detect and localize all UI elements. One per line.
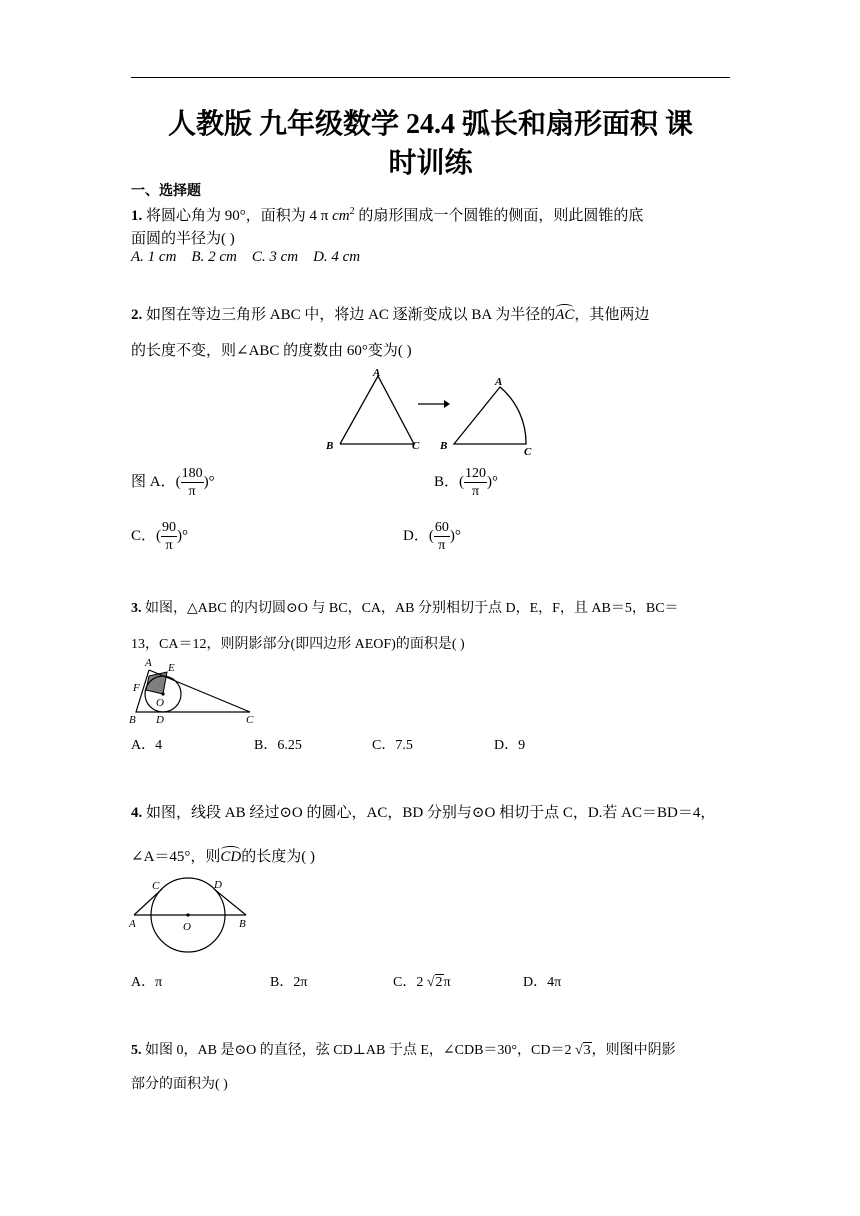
q2-arrow-head: [444, 400, 450, 408]
q2-option-c-num: 90: [162, 520, 177, 535]
q1-text-a: 将圆心角为 90°，面积为 4 π: [142, 208, 333, 224]
q3-label-o: O: [156, 697, 164, 709]
q4-number: 4.: [131, 805, 143, 821]
q4-tangent-ac: [134, 889, 162, 915]
q2-option-a-prefix: 图 A．(: [131, 473, 181, 490]
q2-option-d[interactable]: [403, 519, 461, 554]
q2-option-c-prefix: C．(: [131, 527, 162, 544]
q2-option-b-fraction: [464, 465, 487, 500]
q3-line2: 13，CA＝12，则阴影部分(即四边形 AEOF)的面积是( ): [131, 637, 465, 652]
q5-radicand: 3: [583, 1043, 591, 1058]
q2-text-a: 如图在等边三角形 ABC 中，将边 AC 逐渐变成以 BA 为半径的: [142, 307, 556, 323]
q2-option-c[interactable]: [131, 519, 188, 554]
q2-figure: [320, 365, 540, 457]
q2-text-b: ，其他两边: [574, 307, 650, 323]
q2-option-d-prefix: D．(: [403, 527, 434, 544]
q2-option-b-suffix: )°: [487, 473, 499, 490]
q4-option-a[interactable]: A．π: [131, 975, 163, 990]
q3-option-d[interactable]: D．9: [494, 738, 526, 753]
q4-option-c[interactable]: [393, 971, 451, 991]
q2-option-a-suffix: )°: [203, 473, 215, 490]
q2-label-b1: B: [326, 440, 334, 452]
q4-text-b2: 的长度为( ): [241, 849, 315, 865]
q3-option-c[interactable]: C．7.5: [372, 738, 413, 753]
q2-option-c-suffix: )°: [177, 527, 189, 544]
q2-line2: 的长度不变，则∠ABC 的度数由 60°变为( ): [131, 343, 412, 359]
q4-label-a: A: [129, 918, 136, 930]
q2-option-b[interactable]: [434, 465, 498, 500]
q3-label-d: D: [156, 714, 164, 726]
q4-label-c: C: [152, 880, 160, 892]
q2-option-c-den: π: [165, 538, 173, 553]
q2-option-d-num: 60: [434, 520, 449, 535]
q4-label-b: B: [239, 918, 246, 930]
q2-option-b-num: 120: [465, 466, 487, 481]
q4-label-d: D: [214, 879, 222, 891]
q2-label-a1: A: [373, 367, 381, 379]
q2-option-d-fraction: [434, 519, 450, 554]
q1-unit: cm: [332, 208, 350, 224]
q3-label-e: E: [168, 662, 175, 674]
q2-arc-ac: AC: [555, 307, 575, 323]
q4-arc-cd: CD: [220, 849, 242, 865]
q4-option-c-prefix: C．2: [393, 975, 427, 990]
q4-figure: [126, 874, 258, 962]
q4-line1: [131, 801, 715, 822]
q3-label-f: F: [133, 682, 140, 694]
q1-options: [131, 249, 360, 266]
q1-option-b[interactable]: B. 2 cm: [191, 249, 237, 265]
q5-number: 5.: [131, 1043, 142, 1058]
q3-line1: [131, 597, 679, 617]
q4-text-b1: ∠A＝45°，则: [131, 849, 221, 865]
q1-number: 1.: [131, 208, 143, 224]
q1-text-b: 的扇形围成一个圆锥的侧面，则此圆锥的底: [354, 208, 644, 224]
top-rule: [131, 77, 730, 78]
q3-figure: [128, 656, 263, 726]
q2-option-a-fraction: [181, 465, 204, 500]
section-heading: 一、选择题: [131, 183, 201, 199]
q4-tangent-bd: [214, 889, 246, 915]
q2-label-c1: C: [412, 440, 420, 452]
q3-option-a[interactable]: A．4: [131, 738, 163, 753]
q3-label-b: B: [129, 714, 136, 726]
q2-triangle: [340, 376, 414, 444]
q4-option-b[interactable]: B．2π: [270, 975, 308, 990]
page-title-line1: 人教版 九年级数学 24.4 弧长和扇形面积 课: [167, 109, 693, 140]
q4-option-c-sqrt: √2: [426, 975, 443, 990]
q2-option-a-den: π: [188, 484, 196, 499]
q3-text-a: 如图，△ABC 的内切圆⊙O 与 BC，CA，AB 分别相切于点 D，E，F，且 AB＝5，BC＝: [141, 601, 679, 616]
q2-label-b2: B: [440, 440, 448, 452]
q1-line2: 面圆的半径为( ): [131, 231, 235, 247]
q2-option-d-suffix: )°: [449, 527, 461, 544]
q4-option-c-radicand: 2: [435, 975, 443, 990]
q3-label-a: A: [145, 657, 152, 669]
q4-text-a: 如图，线段 AB 经过⊙O 的圆心，AC，BD 分别与⊙O 相切于点 C，D.若 AC＝BD＝4，: [142, 805, 716, 821]
q4-center-dot: [186, 913, 189, 916]
q3-center-dot: [161, 692, 164, 695]
q2-label-a2: A: [495, 376, 503, 388]
q4-option-d[interactable]: D．4π: [523, 975, 562, 990]
q1-unit-sup: 2: [349, 206, 355, 217]
q3-number: 3.: [131, 601, 142, 616]
q1-option-d[interactable]: D. 4 cm: [313, 249, 361, 265]
q2-label-c2: C: [524, 446, 532, 457]
q4-option-c-suffix: π: [443, 975, 451, 990]
q5-sqrt: √3: [574, 1043, 591, 1058]
q2-option-b-den: π: [471, 484, 480, 499]
q2-sector: [454, 387, 526, 444]
q2-option-c-fraction: [161, 519, 177, 554]
q4-label-o: O: [183, 921, 191, 933]
q5-line1: [131, 1039, 676, 1059]
q3-option-b[interactable]: B．6.25: [254, 738, 302, 753]
q2-option-a[interactable]: [131, 465, 215, 500]
q2-line1: [131, 303, 649, 324]
q1-option-c[interactable]: C. 3 cm: [251, 249, 299, 265]
q1-line1: [131, 204, 643, 225]
q5-line2: 部分的面积为( ): [131, 1077, 228, 1092]
q2-number: 2.: [131, 307, 143, 323]
q4-line2: [131, 845, 315, 866]
q2-option-a-num: 180: [181, 466, 203, 481]
q5-text-a: 如图 0，AB 是⊙O 的直径，弦 CD⊥AB 于点 E，∠CDB＝30°，CD＝2: [141, 1043, 575, 1058]
page-title-line2: 时训练: [388, 148, 473, 179]
q2-option-d-den: π: [438, 538, 446, 553]
q5-text-a2: ，则图中阴影: [591, 1043, 676, 1058]
q3-label-c: C: [246, 714, 254, 726]
q2-option-b-prefix: B．(: [434, 473, 465, 490]
q1-option-a[interactable]: A. 1 cm: [131, 249, 177, 265]
